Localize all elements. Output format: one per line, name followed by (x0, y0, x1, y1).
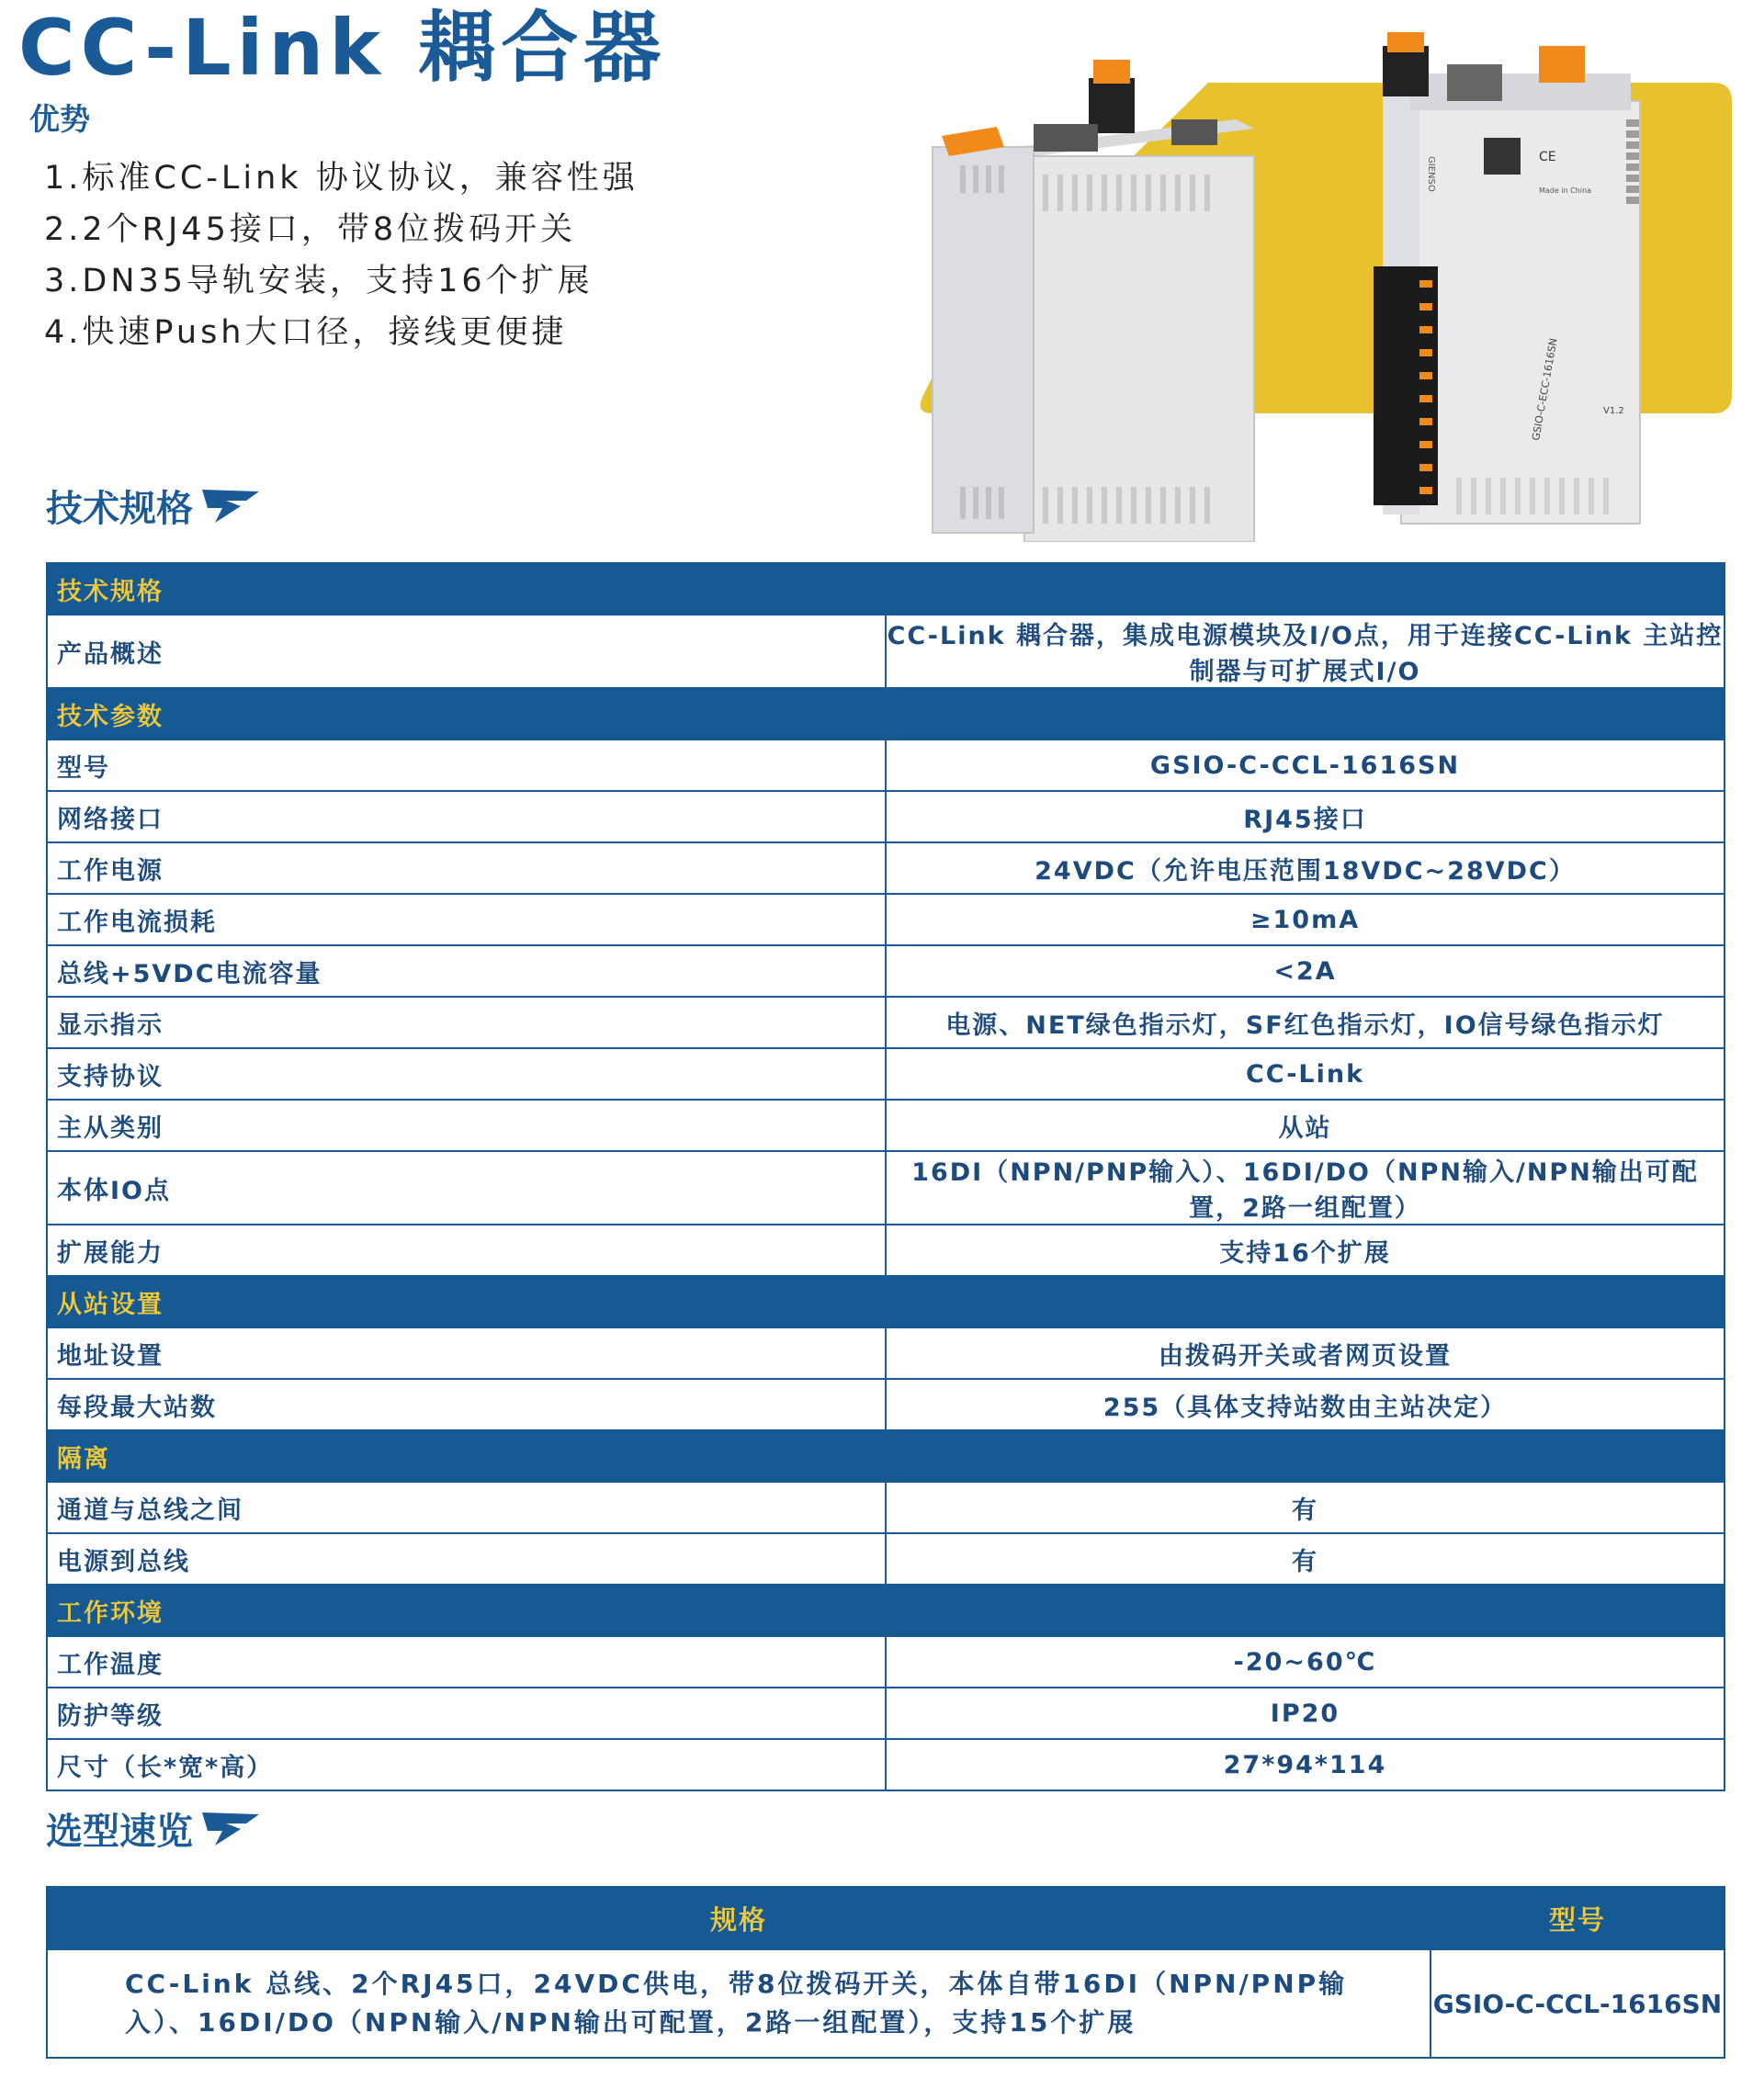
spec-row (47, 1636, 1724, 1688)
arrow-icon (200, 1811, 261, 1847)
made-in-label: Made in China (1539, 186, 1592, 195)
spec-label: 每段最大站数 (47, 1379, 886, 1430)
spec-row (47, 945, 1724, 997)
spec-value: <2A (886, 945, 1724, 997)
spec-heading-text: 技术规格 (46, 488, 193, 530)
spec-row (47, 1533, 1724, 1585)
group-title: 隔离 (47, 1430, 1724, 1482)
group-title: 工作环境 (47, 1585, 1724, 1636)
spec-value: 从站 (886, 1100, 1724, 1151)
selection-row (47, 1949, 1724, 2058)
spec-label: 产品概述 (47, 615, 886, 688)
spec-table (46, 562, 1725, 1791)
spec-value: IP20 (886, 1688, 1724, 1739)
spec-value: GSIO-C-CCL-1616SN (886, 740, 1724, 791)
advantages-heading: 优势 (29, 101, 90, 137)
spec-label: 电源到总线 (47, 1533, 886, 1585)
advantage-item: 1.标准CC-Link 协议协议，兼容性强 (44, 160, 639, 197)
spec-value: 16DI（NPN/PNP输入）、16DI/DO（NPN输入/NPN输出可配置，2路一组配置） (886, 1151, 1724, 1225)
group-title: 技术参数 (47, 688, 1724, 740)
module-side-view (933, 60, 1254, 542)
ce-mark: CE (1539, 150, 1556, 164)
page-title: CC-Link 耦合器 (18, 3, 667, 93)
spec-group-row (47, 1430, 1724, 1482)
selection-table (46, 1886, 1725, 2059)
spec-group-row (47, 688, 1724, 740)
spec-value: ≥10mA (886, 894, 1724, 945)
spec-group-row (47, 1585, 1724, 1636)
col-spec-header: 规格 (47, 1887, 1430, 1949)
spec-value: 24VDC（允许电压范围18VDC~28VDC） (886, 842, 1724, 894)
group-title: 从站设置 (47, 1276, 1724, 1327)
spec-row (47, 740, 1724, 791)
advantage-item: 4.快速Push大口径，接线更便捷 (44, 314, 568, 351)
spec-value: CC-Link 耦合器，集成电源模块及I/O点，用于连接CC-Link 主站控制器与可扩展式I/O (886, 615, 1724, 688)
module-front-view (1374, 32, 1640, 524)
spec-label: 主从类别 (47, 1100, 886, 1151)
spec-value: 有 (886, 1482, 1724, 1533)
spec-label: 支持协议 (47, 1048, 886, 1100)
spec-row (47, 997, 1724, 1048)
arrow-icon (200, 488, 261, 525)
spec-value: 255（具体支持站数由主站决定） (886, 1379, 1724, 1430)
spec-label: 尺寸（长*宽*高） (47, 1739, 886, 1790)
spec-value: 有 (886, 1533, 1724, 1585)
advantage-item: 2.2个RJ45接口，带8位拨码开关 (44, 211, 577, 248)
spec-label: 通道与总线之间 (47, 1482, 886, 1533)
spec-row (47, 1100, 1724, 1151)
spec-label: 工作电源 (47, 842, 886, 894)
col-model-header: 型号 (1430, 1887, 1724, 1949)
spec-row (47, 1225, 1724, 1276)
spec-label: 地址设置 (47, 1327, 886, 1379)
spec-label: 显示指示 (47, 997, 886, 1048)
spec-label: 工作温度 (47, 1636, 886, 1688)
spec-value: 支持16个扩展 (886, 1225, 1724, 1276)
spec-label: 型号 (47, 740, 886, 791)
product-image (905, 28, 1732, 542)
spec-row (47, 1739, 1724, 1790)
selection-desc: CC-Link 总线、2个RJ45口，24VDC供电，带8位拨码开关，本体自带16DI（NPN/PNP输入）、16DI/DO（NPN输入/NPN输出可配置，2路一组配置），支持15个扩展 (47, 1949, 1430, 2058)
selection-model: GSIO-C-CCL-1616SN (1430, 1949, 1724, 2058)
spec-value: 电源、NET绿色指示灯，SF红色指示灯，IO信号绿色指示灯 (886, 997, 1724, 1048)
spec-label: 防护等级 (47, 1688, 886, 1739)
selection-heading (46, 1802, 261, 1855)
group-title: 技术规格 (47, 563, 1724, 615)
model-label: GSIO-C-ECC-1616SN (1530, 337, 1560, 442)
spec-row (47, 791, 1724, 842)
spec-value: RJ45接口 (886, 791, 1724, 842)
version-label: V1.2 (1603, 406, 1624, 416)
spec-label: 扩展能力 (47, 1225, 886, 1276)
spec-row (47, 1327, 1724, 1379)
advantages-list (44, 152, 639, 358)
spec-row (47, 1482, 1724, 1533)
brand-label: GIENSO (1426, 156, 1436, 192)
spec-label: 网络接口 (47, 791, 886, 842)
spec-label: 总线+5VDC电流容量 (47, 945, 886, 997)
spec-label: 本体IO点 (47, 1151, 886, 1225)
spec-label: 工作电流损耗 (47, 894, 886, 945)
spec-group-row (47, 563, 1724, 615)
spec-row (47, 1151, 1724, 1225)
spec-row (47, 1379, 1724, 1430)
spec-row (47, 842, 1724, 894)
spec-row (47, 1048, 1724, 1100)
spec-row (47, 894, 1724, 945)
spec-value: 由拨码开关或者网页设置 (886, 1327, 1724, 1379)
spec-heading (46, 480, 261, 532)
advantage-item: 3.DN35导轨安装，支持16个扩展 (44, 263, 594, 299)
spec-group-row (47, 1276, 1724, 1327)
spec-row (47, 1688, 1724, 1739)
spec-value: CC-Link (886, 1048, 1724, 1100)
spec-value: -20~60℃ (886, 1636, 1724, 1688)
selection-header-row (47, 1887, 1724, 1949)
selection-heading-text: 选型速览 (46, 1811, 193, 1853)
spec-row (47, 615, 1724, 688)
spec-value: 27*94*114 (886, 1739, 1724, 1790)
